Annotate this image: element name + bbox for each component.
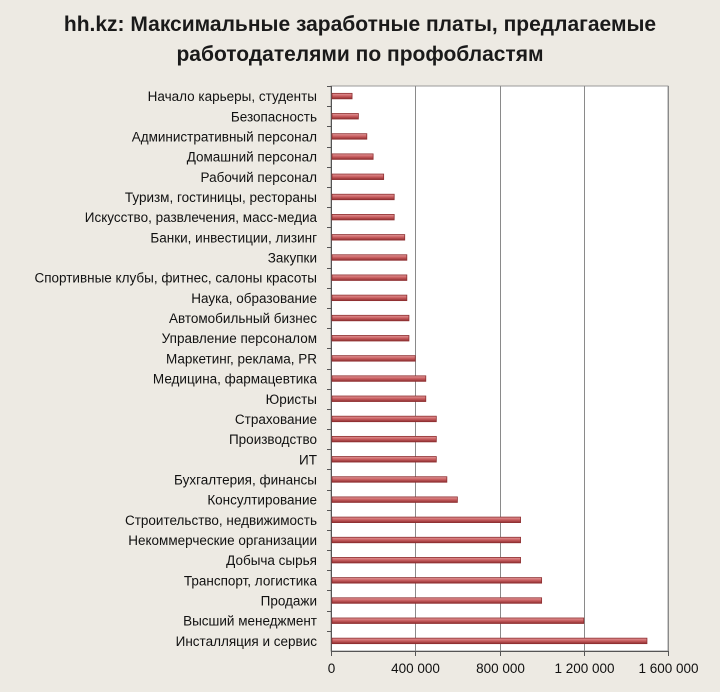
bar: [332, 194, 394, 200]
category-label: Банки, инвестиции, лизинг: [150, 230, 317, 246]
category-label: Строительство, недвижимость: [124, 512, 317, 528]
x-tick-label: 1 600 000: [638, 661, 699, 676]
bar: [332, 638, 647, 644]
bar: [332, 154, 373, 160]
bar: [332, 396, 426, 402]
bar: [332, 174, 384, 180]
category-label: Автомобильный бизнес: [168, 311, 317, 327]
category-label: Искусство, развлечения, масс-медиа: [84, 210, 317, 226]
bar: [332, 497, 457, 503]
category-label: Безопасность: [230, 109, 317, 125]
bar: [332, 356, 415, 362]
category-label: Медицина, фармацевтика: [152, 371, 317, 387]
category-label: Туризм, гостиницы, рестораны: [124, 189, 317, 205]
category-label: Бухгалтерия, финансы: [174, 472, 317, 488]
category-label: Управление персоналом: [161, 331, 317, 347]
category-label: Консултирование: [207, 492, 317, 508]
bar: [332, 517, 521, 523]
chart-title-line-2: работодателями по профобластям: [176, 43, 544, 66]
bar: [332, 436, 436, 442]
bar: [332, 114, 358, 120]
category-label: Высший менеджмент: [183, 613, 317, 629]
bar: [332, 477, 447, 483]
category-label: Транспорт, логистика: [183, 573, 317, 589]
category-label: Наука, образование: [191, 290, 317, 306]
category-label: Продажи: [260, 593, 317, 609]
category-label: Производство: [228, 432, 317, 448]
bar: [332, 275, 407, 281]
bar: [332, 416, 436, 422]
category-label: Страхование: [234, 411, 317, 427]
category-label: Рабочий персонал: [200, 169, 317, 185]
category-label: Инсталляция и сервис: [175, 633, 317, 649]
category-label: Закупки: [267, 250, 317, 266]
x-tick-label: 0: [327, 661, 336, 676]
bar: [332, 235, 405, 241]
bar: [332, 457, 436, 463]
category-label: Маркетинг, реклама, PR: [166, 351, 317, 367]
category-label: Некоммерческие организации: [128, 533, 317, 549]
category-label: Спортивные клубы, фитнес, салоны красоты: [34, 270, 317, 286]
bar: [332, 618, 584, 624]
x-tick-label: 400 000: [391, 661, 440, 676]
bar: [332, 537, 521, 543]
chart-title-line-1: hh.kz: Максимальные заработные платы, предлагаемые: [63, 13, 657, 36]
category-label: Добыча сырья: [226, 553, 317, 569]
bar: [332, 214, 394, 220]
plot-area: [331, 86, 668, 651]
bar: [332, 557, 521, 563]
bar: [332, 578, 542, 584]
bar: [332, 376, 426, 382]
x-tick-label: 800 000: [476, 661, 525, 676]
bar: [332, 295, 407, 301]
bar: [332, 315, 409, 321]
bar: [332, 93, 352, 99]
category-label: ИТ: [299, 452, 317, 468]
category-label: Юристы: [265, 391, 317, 407]
bar: [332, 335, 409, 341]
category-label: Начало карьеры, студенты: [147, 89, 317, 105]
bar: [332, 598, 542, 604]
x-tick-label: 1 200 000: [554, 661, 615, 676]
bar: [332, 255, 407, 261]
category-label: Административный персонал: [131, 129, 317, 145]
category-label: Домашний персонал: [186, 149, 317, 165]
bar: [332, 134, 367, 140]
